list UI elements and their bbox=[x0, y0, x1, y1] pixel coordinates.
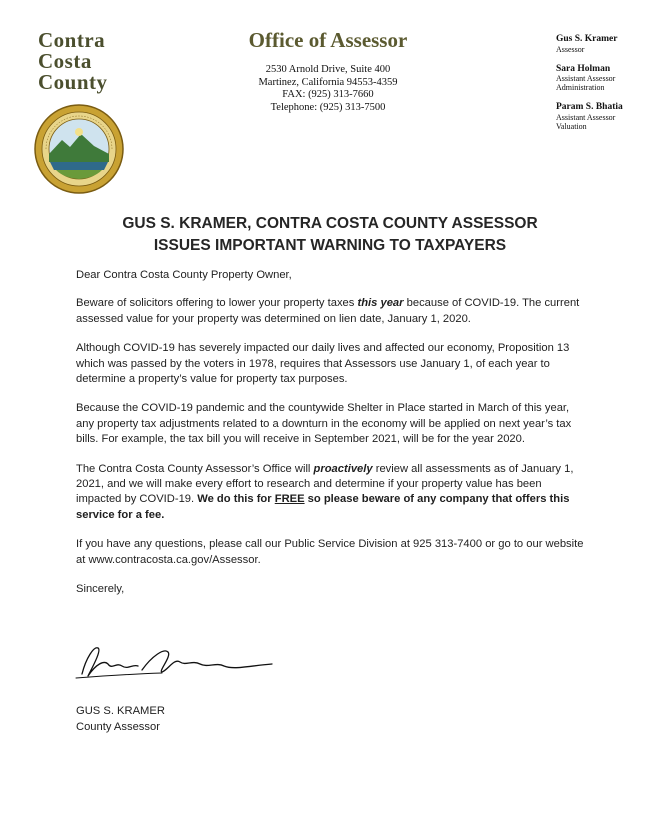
paragraph-proposition-13: Although COVID-19 has severely impacted our daily lives and affected our economy, Proposition 13 which was passed by the voters in 1978, requires that Assessors use January 1, of each year to determine a property’s value for property tax purposes. bbox=[76, 342, 570, 386]
office-title: Office of Assessor bbox=[248, 28, 408, 52]
signer-block bbox=[76, 703, 165, 735]
county-name-line: County bbox=[38, 70, 108, 94]
county-name-line: Costa bbox=[38, 49, 92, 73]
staff-title: Assistant Assessor bbox=[556, 74, 616, 83]
free-underline: FREE bbox=[274, 493, 305, 506]
text-run: The Contra Costa County Assessor’s Office will bbox=[76, 462, 314, 475]
headline-line: GUS S. KRAMER, CONTRA COSTA COUNTY ASSESSOR bbox=[122, 215, 538, 232]
salutation: Dear Contra Costa County Property Owner, bbox=[76, 269, 292, 281]
staff-name: Gus S. Kramer bbox=[556, 34, 618, 44]
staff-name: Sara Holman bbox=[556, 63, 611, 74]
text-run: Beware of solicitors offering to lower your property taxes bbox=[76, 297, 358, 310]
emphasis-proactively: proactively bbox=[313, 462, 373, 475]
text-run: review all assessments as of January 1, 2021, and we will make every effort to research and determine if your property value has been impacted by COVID-19. bbox=[76, 462, 574, 506]
text-run: so please beware of any company that offers this service for a fee. bbox=[76, 493, 570, 521]
signature-icon bbox=[72, 636, 282, 686]
paragraph-proactive-review bbox=[76, 462, 588, 524]
signer-title: County Assessor bbox=[76, 721, 160, 733]
letter-body bbox=[76, 268, 588, 612]
headline-line: ISSUES IMPORTANT WARNING TO TAXPAYERS bbox=[153, 237, 507, 254]
staff-member bbox=[556, 64, 646, 93]
staff-name: Param S. Bhatia bbox=[556, 102, 623, 112]
text-run: because of COVID-19. The current assessed value for your property was determined on lien date, January 1, 2020. bbox=[76, 297, 580, 325]
staff-member bbox=[556, 102, 646, 131]
staff-title: Assessor bbox=[556, 44, 585, 54]
address-line: 2530 Arnold Drive, Suite 400 bbox=[265, 64, 391, 75]
county-seal-icon bbox=[34, 104, 124, 194]
emphasis-this-year: this year bbox=[357, 297, 404, 310]
text-run: We do this for bbox=[197, 493, 275, 506]
fax-line: FAX: (925) 313-7660 bbox=[282, 89, 374, 100]
closing: Sincerely, bbox=[76, 583, 125, 596]
staff-department: Administration bbox=[556, 83, 605, 92]
paragraph-solicitor-warning bbox=[76, 296, 588, 327]
staff-department: Valuation bbox=[556, 121, 587, 131]
paragraph-contact: If you have any questions, please call our Public Service Division at 925 313-7400 or go to our website at www.contracosta.ca.gov/Assessor. bbox=[76, 538, 584, 566]
staff-member bbox=[556, 34, 646, 54]
address-line: Martinez, California 94553-4359 bbox=[258, 76, 398, 88]
staff-list bbox=[556, 34, 646, 141]
county-name bbox=[38, 30, 108, 93]
staff-title: Assistant Assessor bbox=[556, 112, 616, 122]
headline bbox=[40, 213, 620, 257]
signer-name: GUS S. KRAMER bbox=[76, 705, 165, 717]
office-address bbox=[218, 64, 438, 114]
county-name-line: Contra bbox=[38, 28, 106, 52]
paragraph-tax-adjustments: Because the COVID-19 pandemic and the countywide Shelter in Place started in March of this year, any property tax adjustments related to a downturn in the economy will be applied on next year’s tax bills. For example, the tax bill you will receive in September 2021, will be for the year 2020. bbox=[76, 402, 572, 446]
telephone-line: Telephone: (925) 313-7500 bbox=[270, 101, 386, 113]
